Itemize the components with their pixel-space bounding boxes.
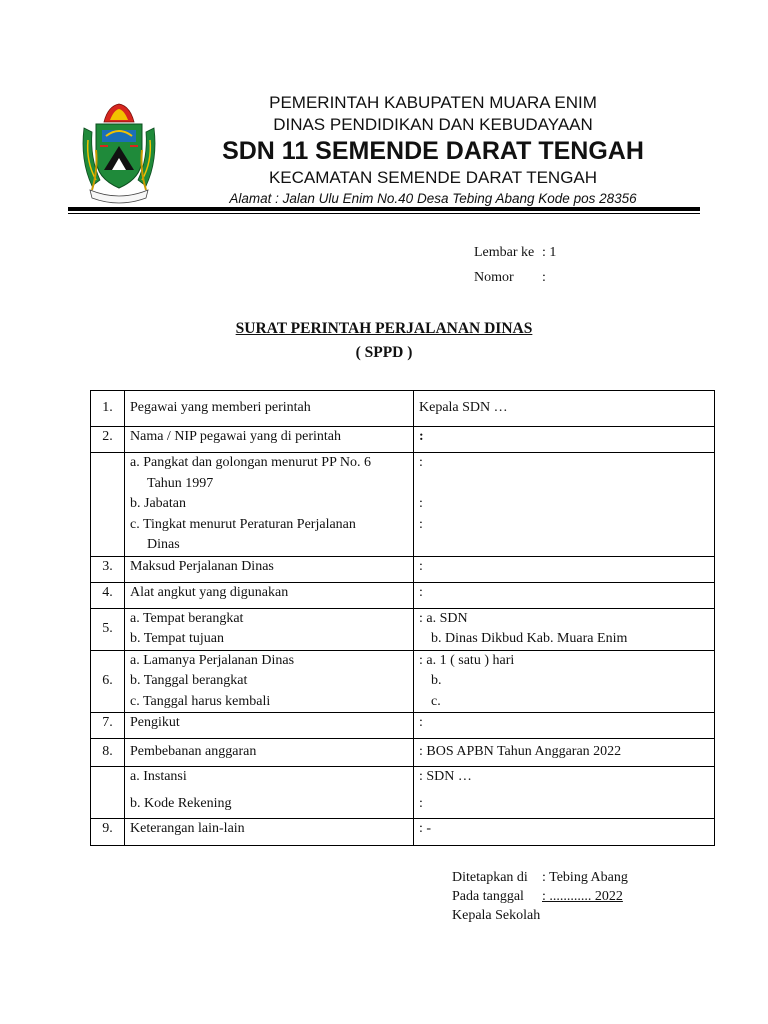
sub-value-departure-date: b. [431, 673, 442, 688]
row-number [91, 767, 125, 819]
row-label [125, 767, 414, 819]
sub-item-departure-date: b. Tanggal berangkat [130, 673, 248, 688]
letter-number-value: : [542, 270, 546, 285]
table-row [91, 819, 715, 846]
school-name: SDN 11 SEMENDE DARAT TENGAH [222, 137, 644, 165]
sub-value-rank: : [419, 455, 423, 470]
table-row [91, 650, 715, 713]
signature-place-value: : Tebing Abang [542, 870, 628, 885]
sub-value-position: : [419, 496, 423, 511]
table-row [91, 427, 715, 453]
row-value: : [414, 556, 715, 582]
document-subtitle: ( SPPD ) [355, 344, 413, 361]
letterhead-divider-thin [68, 213, 700, 214]
government-name: PEMERINTAH KABUPATEN MUARA ENIM [269, 93, 597, 112]
row-value: : - [414, 819, 715, 846]
sub-item-destination: b. Tempat tujuan [130, 631, 225, 646]
row-value: : [414, 713, 715, 739]
row-value: Kepala SDN … [414, 391, 715, 427]
row-number: 6. [91, 650, 125, 713]
table-row [91, 556, 715, 582]
row-number: 7. [91, 713, 125, 739]
sub-item-duration: a. Lamanya Perjalanan Dinas [130, 652, 295, 668]
row-label: Pengikut [125, 713, 414, 739]
row-number [91, 453, 125, 557]
row-number: 8. [91, 739, 125, 767]
row-number: 5. [91, 608, 125, 650]
row-value: : BOS APBN Tahun Anggaran 2022 [414, 739, 715, 767]
sub-item-level-cont: Dinas [147, 537, 180, 552]
letter-number [474, 270, 546, 286]
row-value [414, 767, 715, 819]
letterhead-divider-thick [68, 207, 700, 211]
sub-value-destination: b. Dinas Dikbud Kab. Muara Enim [431, 631, 628, 646]
row-value [414, 608, 715, 650]
table-row [91, 713, 715, 739]
row-number: 2. [91, 427, 125, 453]
sub-item-level: c. Tingkat menurut Peraturan Perjalanan [130, 516, 356, 532]
signature-date-label: Pada tanggal [452, 889, 524, 904]
table-row [91, 608, 715, 650]
signature-place-label: Ditetapkan di [452, 870, 528, 885]
row-label [125, 650, 414, 713]
row-label: Pegawai yang memberi perintah [125, 391, 414, 427]
sub-value-duration: : a. 1 ( satu ) hari [419, 652, 515, 668]
sub-value-departure: : a. SDN [419, 610, 468, 626]
sub-value-level: : [419, 516, 423, 532]
sub-item-return-date: c. Tanggal harus kembali [130, 693, 271, 709]
table-row [91, 391, 715, 427]
row-label [125, 453, 414, 557]
row-number: 3. [91, 556, 125, 582]
sheet-number-label: Lembar ke [474, 245, 535, 260]
table-row [91, 453, 715, 557]
row-value [414, 453, 715, 557]
row-value [414, 650, 715, 713]
row-number: 4. [91, 582, 125, 608]
row-label [125, 608, 414, 650]
sub-item-rank-cont: Tahun 1997 [147, 475, 214, 491]
sub-item-agency: a. Instansi [130, 769, 187, 784]
row-label: Maksud Perjalanan Dinas [125, 556, 414, 582]
signature-date [452, 889, 623, 905]
document-title: SURAT PERINTAH PERJALANAN DINAS [235, 320, 533, 337]
sppd-table [90, 390, 715, 846]
table-row [91, 767, 715, 819]
row-value: : [414, 582, 715, 608]
sub-item-departure: a. Tempat berangkat [130, 610, 244, 626]
school-address: Alamat : Jalan Ulu Enim No.40 Desa Tebing Abang Kode pos 28356 [229, 191, 637, 206]
sub-value-agency: : SDN … [419, 769, 472, 784]
sheet-number [474, 245, 556, 261]
letter-number-label: Nomor [474, 270, 514, 285]
row-number: 1. [91, 391, 125, 427]
row-label: Alat angkut yang digunakan [125, 582, 414, 608]
row-label: Nama / NIP pegawai yang di perintah [125, 427, 414, 453]
department-name: DINAS PENDIDIKAN DAN KEBUDAYAAN [273, 115, 593, 134]
sub-item-account-code: b. Kode Rekening [130, 795, 232, 811]
sub-item-position: b. Jabatan [130, 496, 186, 511]
row-number: 9. [91, 819, 125, 846]
row-label: Keterangan lain-lain [125, 819, 414, 846]
signature-date-value: : ............ 2022 [542, 889, 623, 904]
district-name: KECAMATAN SEMENDE DARAT TENGAH [268, 168, 598, 187]
signatory-role: Kepala Sekolah [452, 908, 541, 923]
sub-value-return-date: c. [431, 693, 441, 709]
signature-place [452, 870, 628, 886]
sub-item-rank: a. Pangkat dan golongan menurut PP No. 6 [130, 455, 371, 470]
row-label: Pembebanan anggaran [125, 739, 414, 767]
table-row [91, 582, 715, 608]
sub-value-account-code: : [419, 795, 423, 811]
regency-emblem-logo [78, 100, 160, 204]
row-value: : [414, 427, 715, 453]
sheet-number-value: : 1 [542, 245, 557, 260]
table-row [91, 739, 715, 767]
